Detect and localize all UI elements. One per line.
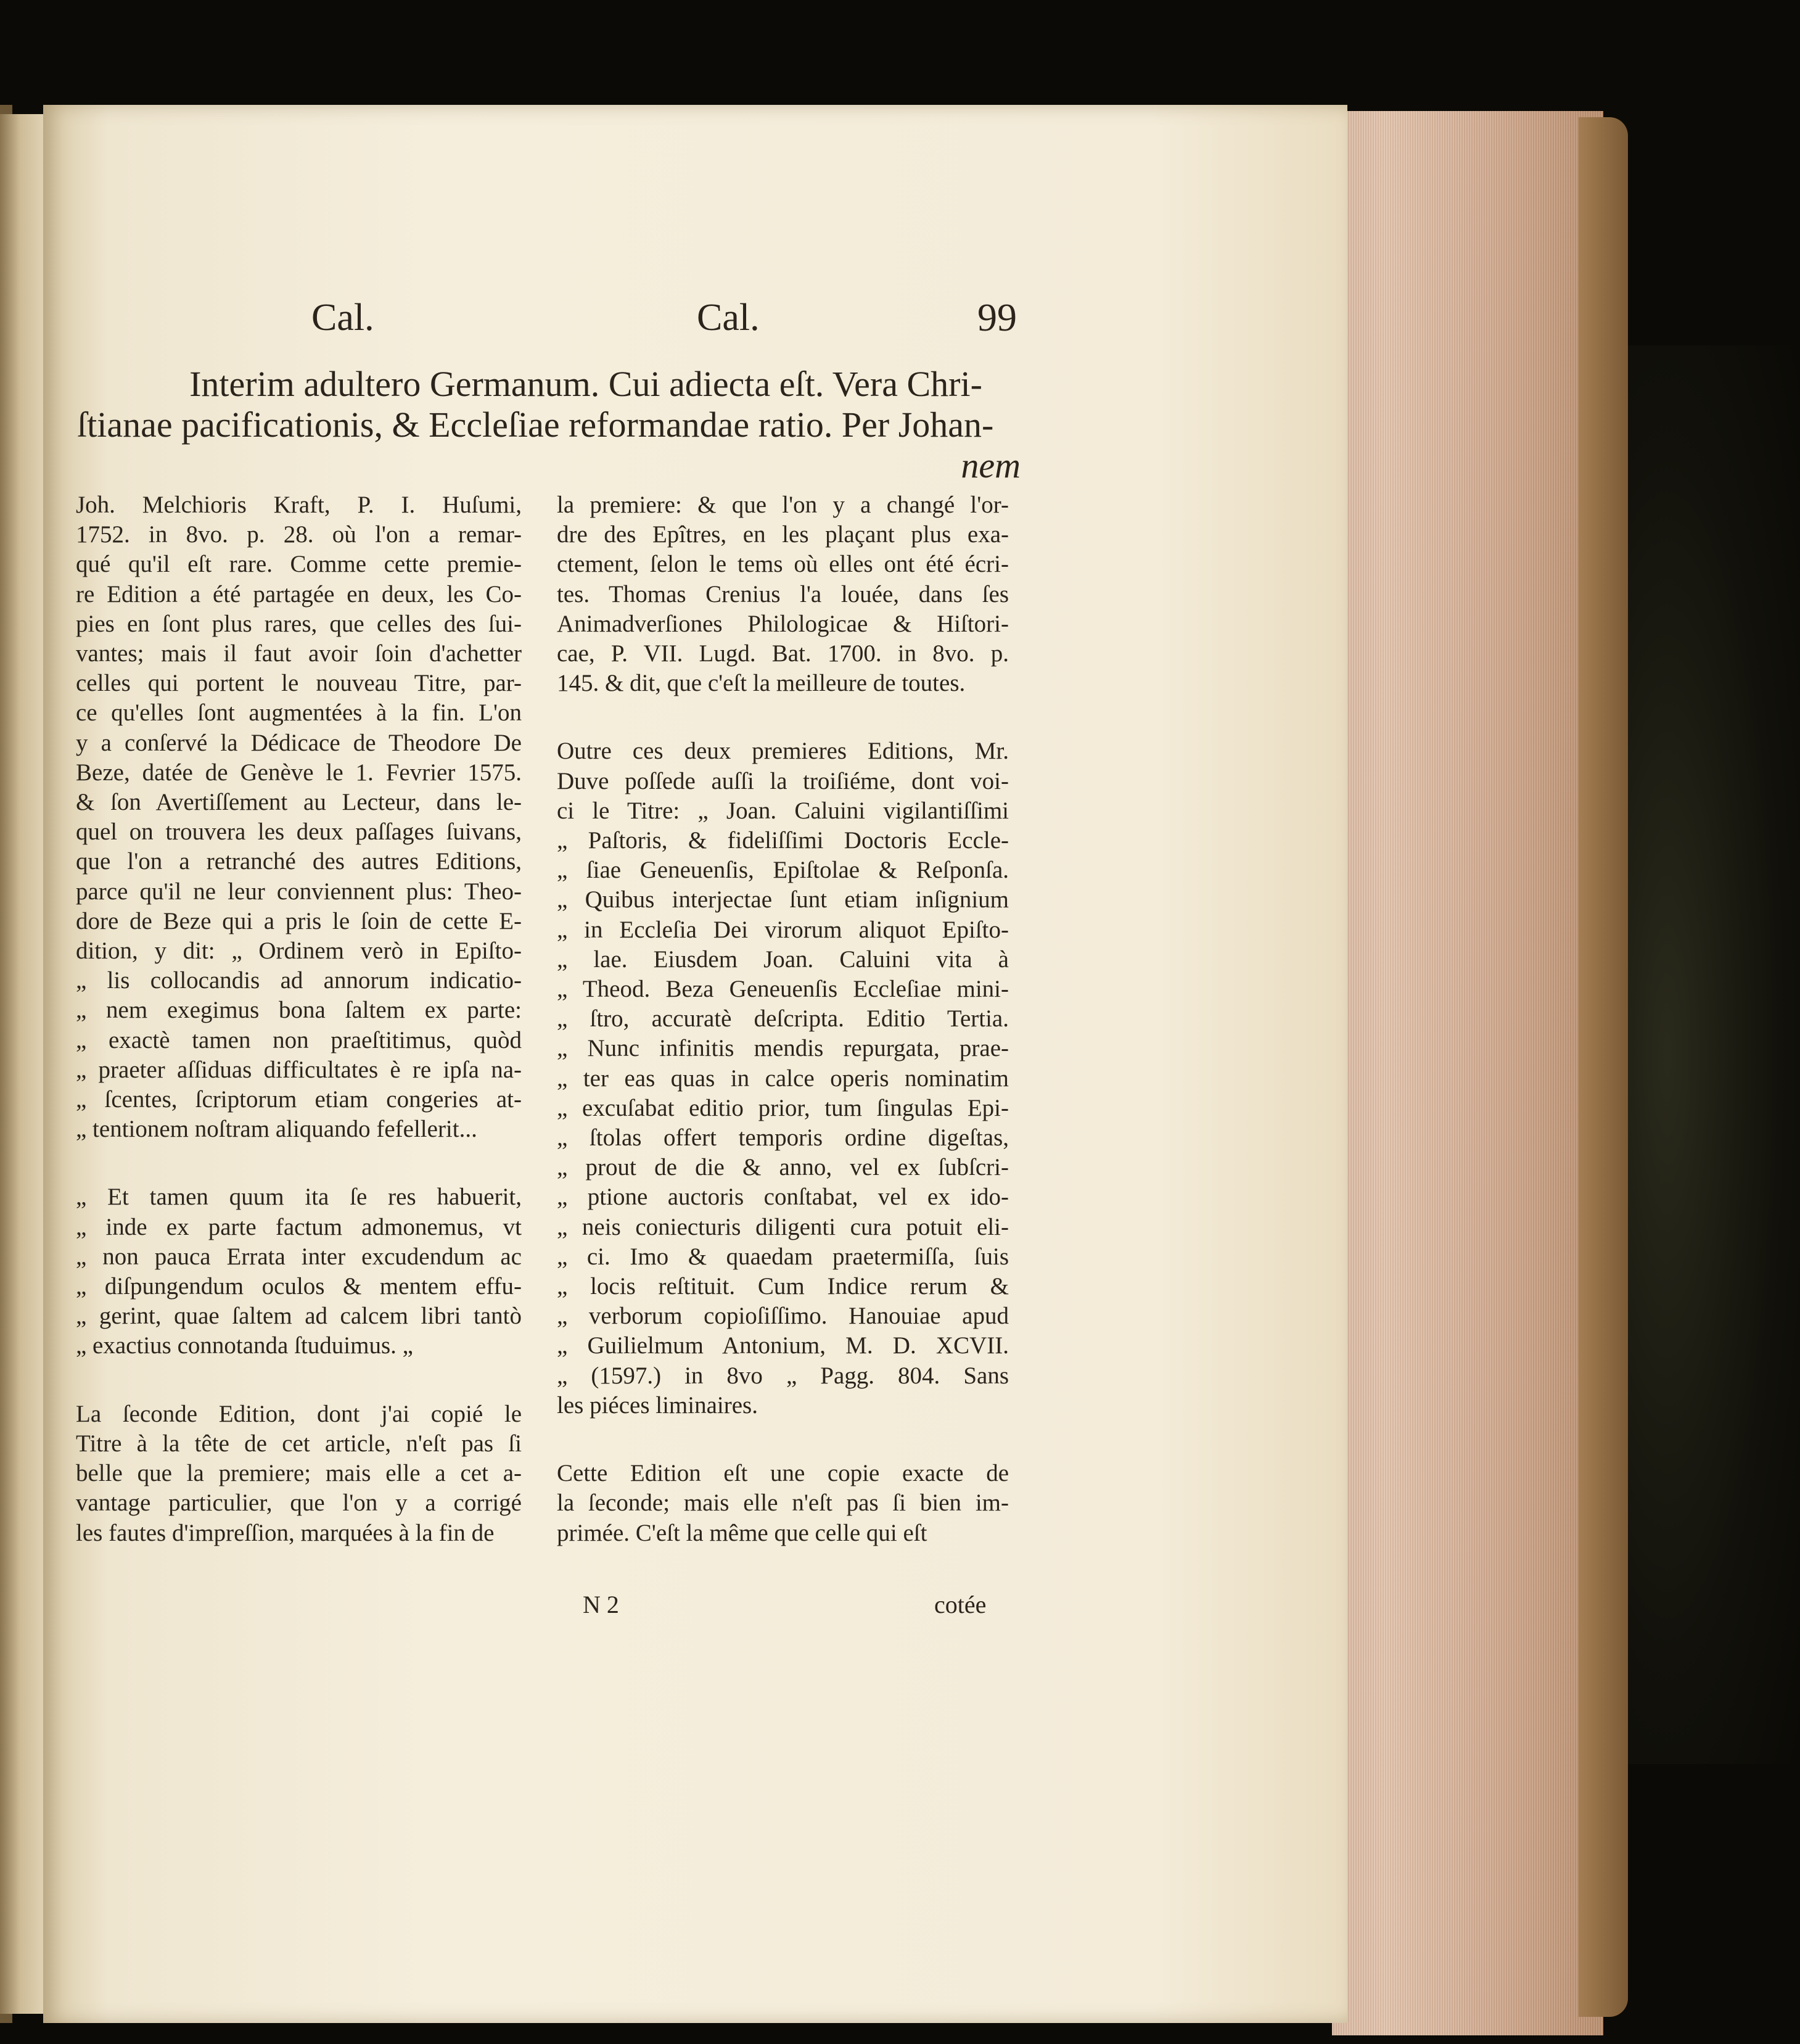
paragraph: [557, 490, 1009, 698]
text-line: „ ter eas quas in calce operis nominatim: [557, 1065, 1009, 1092]
text-line: ctement, ſelon le tems où elles ont été écri-: [557, 551, 1009, 578]
text-line: 145. & dit, que c'eſt la meilleure de toutes.: [557, 670, 966, 697]
text-line: parce qu'il ne leur conviennent plus: Theo-: [76, 878, 522, 905]
text-line: „ Et tamen quum ita ſe res habuerit,: [76, 1184, 522, 1211]
text-line: qué qu'il eſt rare. Comme cette premie-: [76, 551, 522, 578]
text-line: primée. C'eſt la même que celle qui eſt: [557, 1519, 927, 1546]
text-line: tes. Thomas Crenius l'a louée, dans ſes: [557, 580, 1009, 608]
text-line: „ ſtro, accuratè deſcripta. Editio Tertia.: [557, 1005, 1009, 1032]
title-line: nem: [961, 445, 1021, 485]
text-line: belle que la premiere; mais elle a cet a-: [76, 1460, 522, 1487]
paragraph: [76, 1399, 522, 1548]
text-line: „ exactè tamen non praeſtitimus, quòd: [76, 1026, 522, 1053]
text-line: & ſon Avertiſſement au Lecteur, dans le-: [76, 789, 522, 816]
paragraph: [557, 1459, 1009, 1548]
text-line: Duve poſſede auſſi la troiſiéme, dont voi-: [557, 767, 1009, 794]
text-line: Cette Edition eſt une copie exacte de: [557, 1460, 1009, 1487]
paragraph: [76, 1182, 522, 1361]
text-line: „ ci. Imo & quaedam praetermiſſa, ſuis: [557, 1243, 1009, 1270]
paragraph-gap: [76, 1361, 522, 1399]
text-line: „ (1597.) in 8vo „ Pagg. 804. Sans: [557, 1362, 1009, 1389]
text-line: „ lis collocandis ad annorum indicatio-: [76, 967, 522, 994]
paragraph: [557, 736, 1009, 1420]
text-line: Titre à la tête de cet article, n'eſt pas ſi: [76, 1430, 522, 1457]
text-line: „ Nunc infinitis mendis repurgata, prae-: [557, 1035, 1009, 1062]
title-line: ſtianae pacificationis, & Eccleſiae reformandae ratio. Per Johan-: [77, 405, 994, 445]
page-number: 99: [977, 295, 1017, 339]
text-line: „ gerint, quae ſaltem ad calcem libri tantò: [76, 1303, 522, 1330]
text-line: les piéces liminaires.: [557, 1391, 758, 1419]
text-line: „ prout de die & anno, vel ex ſubſcri-: [557, 1154, 1009, 1181]
text-line: „ ſtolas offert temporis ordine digeſtas,: [557, 1124, 1009, 1152]
text-line: „ Guilielmum Antonium, M. D. XCVII.: [557, 1332, 1009, 1359]
text-line: Outre ces deux premieres Editions, Mr.: [557, 738, 1009, 765]
text-line: dition, y dit: „ Ordinem verò in Epiſto-: [76, 938, 522, 965]
text-line: „ Theod. Beza Geneuenſis Eccleſiae mini-: [557, 976, 1009, 1003]
text-line: Joh. Melchioris Kraft, P. I. Huſumi,: [76, 492, 522, 518]
paragraph: [76, 490, 522, 1144]
text-line: „ ſiae Geneuenſis, Epiſtolae & Reſponſa.: [557, 857, 1009, 884]
right-text-column: [557, 490, 1009, 1548]
text-line: la ſeconde; mais elle n'eſt pas ſi bien im-: [557, 1490, 1009, 1517]
text-line: „ lae. Eiusdem Joan. Caluini vita à: [557, 946, 1009, 973]
text-line: Animadverſiones Philologicae & Hiſtori-: [557, 610, 1009, 637]
text-line: pies en ſont plus rares, que celles des ſui-: [76, 610, 522, 637]
text-line: „ tentionem noſtram aliquando fefellerit...: [76, 1116, 477, 1143]
text-line: dore de Beze qui a pris le ſoin de cette E-: [76, 907, 522, 934]
running-head-left: Cal.: [311, 297, 374, 339]
left-page-edge: [0, 114, 46, 2014]
text-line: vantage particulier, que l'on y a corrigé: [76, 1490, 522, 1517]
text-line: ce qu'elles ſont augmentées à la fin. L'on: [76, 699, 522, 727]
text-line: „ ptione auctoris conſtabat, vel ex ido-: [557, 1184, 1009, 1211]
text-line: que l'on a retranché des autres Editions,: [76, 848, 522, 875]
text-line: la premiere: & que l'on y a changé l'or-: [557, 492, 1009, 518]
text-line: „ Quibus interjectae ſunt etiam inſignium: [557, 886, 1009, 913]
text-line: y a conſervé la Dédicace de Theodore De: [76, 729, 522, 756]
text-line: „ ſcentes, ſcriptorum etiam congeries at-: [76, 1086, 522, 1113]
text-line: „ nem exegimus bona ſaltem ex parte:: [76, 997, 522, 1024]
left-text-column: [76, 490, 522, 1548]
text-line: ci le Titre: „ Joan. Caluini vigilantiſſimi: [557, 797, 1009, 824]
text-line: „ in Eccleſia Dei virorum aliquot Epiſto-: [557, 916, 1009, 943]
page-fore-edge: [1332, 111, 1603, 2035]
text-line: cae, P. VII. Lugd. Bat. 1700. in 8vo. p.: [557, 640, 1009, 667]
text-line: Beze, datée de Genève le 1. Fevrier 1575.: [76, 759, 522, 786]
text-line: „ inde ex parte factum admonemus, vt: [76, 1213, 522, 1240]
signature-mark: N 2: [583, 1591, 619, 1618]
text-line: „ locis reſtituit. Cum Indice rerum &: [557, 1273, 1009, 1300]
text-line: „ verborum copioſiſſimo. Hanouiae apud: [557, 1303, 1009, 1330]
text-line: „ exactius connotanda ſtuduimus. „: [76, 1332, 413, 1359]
catchword: cotée: [934, 1591, 987, 1618]
text-line: „ neis coniecturis diligenti cura potuit eli-: [557, 1213, 1009, 1240]
text-line: celles qui portent le nouveau Titre, par-: [76, 670, 522, 697]
title-line: Interim adultero Germanum. Cui adiecta eſt. Vera Chri-: [189, 364, 982, 404]
text-line: quel on trouvera les deux paſſages ſuivans,: [76, 818, 522, 846]
text-line: „ praeter aſſiduas difficultates è re ipſa na-: [76, 1056, 522, 1083]
right-book-cover: [1579, 117, 1628, 2017]
entry-title: [77, 364, 1021, 486]
text-line: „ Paſtoris, & fideliſſimi Doctoris Eccle-: [557, 827, 1009, 854]
text-line: re Edition a été partagée en deux, les Co-: [76, 580, 522, 608]
text-line: vantes; mais il faut avoir ſoin d'achetter: [76, 640, 522, 667]
text-line: les fautes d'impreſſion, marquées à la fin de: [76, 1519, 495, 1546]
text-line: „ non pauca Errata inter excudendum ac: [76, 1243, 522, 1270]
paragraph-gap: [76, 1144, 522, 1182]
text-line: dre des Epîtres, en les plaçant plus exa-: [557, 521, 1009, 548]
text-line: „ diſpungendum oculos & mentem effu-: [76, 1273, 522, 1300]
text-line: La ſeconde Edition, dont j'ai copié le: [76, 1400, 522, 1427]
paragraph-gap: [557, 1420, 1009, 1459]
running-head-center: Cal.: [697, 297, 760, 339]
paragraph-gap: [557, 698, 1009, 736]
text-line: 1752. in 8vo. p. 28. où l'on a remar-: [76, 521, 522, 548]
text-line: „ excuſabat editio prior, tum ſingulas Epi-: [557, 1094, 1009, 1121]
